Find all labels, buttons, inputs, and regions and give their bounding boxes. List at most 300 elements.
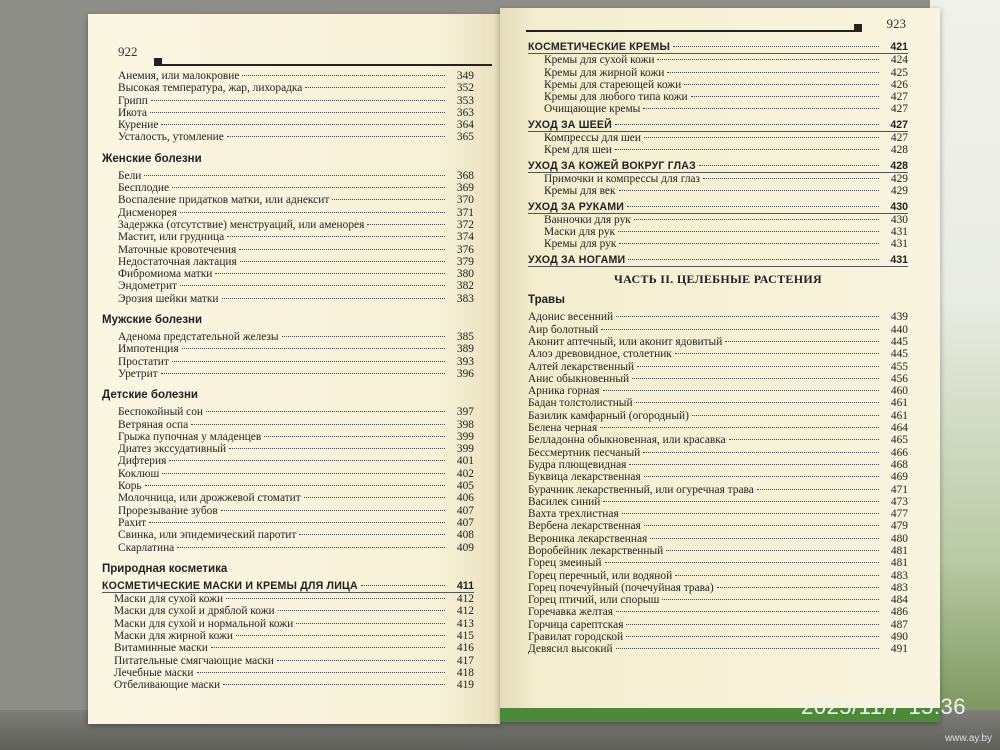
toc-entry <box>528 54 908 66</box>
dot-leader <box>600 427 879 428</box>
entry-page-number: 468 <box>890 458 908 471</box>
entry-page-number: 412 <box>456 605 474 618</box>
entry-page-number: 417 <box>456 654 474 667</box>
dot-leader <box>264 436 445 437</box>
chapter-heading-row <box>528 201 908 214</box>
toc-entry <box>102 618 474 630</box>
entry-page-number: 419 <box>456 679 474 692</box>
dot-leader <box>618 231 879 232</box>
toc-entry <box>102 280 474 292</box>
toc-entry <box>102 231 474 243</box>
dot-leader <box>673 46 879 47</box>
entry-title: Рахит <box>118 516 147 529</box>
toc-entry <box>528 336 908 348</box>
dot-leader <box>601 329 879 330</box>
dot-leader <box>177 547 445 548</box>
entry-page-number: 465 <box>890 434 908 447</box>
left-toc <box>102 70 474 691</box>
toc-entry <box>528 594 908 606</box>
entry-title: Анис обыкновенный <box>528 372 630 385</box>
entry-page-number: 412 <box>456 593 474 606</box>
toc-entry <box>528 91 908 103</box>
entry-page-number: 439 <box>890 311 908 324</box>
entry-title: Маски для сухой кожи <box>114 593 224 606</box>
entry-title: Молочница, или дрожжевой стоматит <box>118 492 301 505</box>
dot-leader <box>628 259 879 260</box>
entry-page-number: 409 <box>456 541 474 554</box>
entry-page-number: 445 <box>890 335 908 348</box>
entry-page-number: 382 <box>456 280 474 293</box>
entry-page-number: 349 <box>456 70 474 82</box>
dot-leader <box>644 525 879 526</box>
dot-leader <box>223 684 445 685</box>
toc-entry <box>102 480 474 492</box>
entry-page-number: 416 <box>456 642 474 655</box>
entry-page-number: 418 <box>456 666 474 679</box>
entry-page-number: 424 <box>890 54 908 67</box>
toc-entry <box>102 131 474 143</box>
watermark: www.ay.by <box>944 733 992 744</box>
entry-title: Кремы для любого типа кожи <box>544 91 688 104</box>
entry-title: Кремы для сухой кожи <box>544 54 655 67</box>
entry-page-number: 471 <box>890 483 908 496</box>
entry-title: Аденома предстательной железы <box>118 331 279 344</box>
toc-entry <box>102 293 474 305</box>
chapter-heading-row <box>528 160 908 173</box>
dot-leader <box>299 534 445 535</box>
toc-entry <box>528 533 908 545</box>
toc-entry <box>102 431 474 443</box>
toc-entry <box>102 194 474 206</box>
entry-title: Бели <box>118 169 142 182</box>
toc-entry <box>102 331 474 343</box>
toc-entry <box>102 529 474 541</box>
entry-page-number: 389 <box>456 343 474 356</box>
background-edge <box>930 0 1000 750</box>
dot-leader <box>161 373 445 374</box>
entry-page-number: 461 <box>890 409 908 422</box>
entry-page-number: 374 <box>456 231 474 244</box>
entry-page-number: 411 <box>456 579 474 592</box>
entry-title: Простатит <box>118 355 169 368</box>
dot-leader <box>277 660 445 661</box>
dot-leader <box>717 587 879 588</box>
dot-leader <box>162 473 445 474</box>
entry-page-number: 440 <box>890 323 908 336</box>
dot-leader <box>616 316 879 317</box>
dot-leader <box>691 96 879 97</box>
entry-page-number: 398 <box>456 418 474 431</box>
entry-title: Эндометрит <box>118 280 178 293</box>
toc-entry <box>528 385 908 397</box>
entry-page-number: 461 <box>890 397 908 410</box>
entry-page-number: 429 <box>890 185 908 198</box>
header-rule <box>526 30 862 32</box>
toc-entry <box>528 484 908 496</box>
dot-leader <box>236 635 445 636</box>
chapter-heading-row <box>528 41 908 54</box>
toc-entry <box>528 606 908 618</box>
toc-entry <box>102 468 474 480</box>
dot-leader <box>675 575 879 576</box>
entry-page-number: 393 <box>456 355 474 368</box>
header-rule <box>154 64 492 66</box>
entry-title: Горечавка желтая <box>528 606 614 619</box>
entry-page-number: 483 <box>890 581 908 594</box>
entry-page-number: 363 <box>456 106 474 119</box>
entry-title: Икота <box>118 106 147 119</box>
dot-leader <box>226 598 445 599</box>
dot-leader <box>616 611 879 612</box>
toc-entry <box>528 434 908 446</box>
toc-entry <box>102 95 474 107</box>
dot-leader <box>644 476 879 477</box>
dot-leader <box>222 298 446 299</box>
toc-entry <box>528 226 908 238</box>
toc-entry <box>528 582 908 594</box>
entry-title: Будра плющевидная <box>528 458 627 471</box>
entry-page-number: 399 <box>456 430 474 443</box>
entry-title: Алоэ древовидное, столетник <box>528 348 672 361</box>
dot-leader <box>603 390 879 391</box>
toc-entry <box>102 679 474 691</box>
toc-entry <box>102 256 474 268</box>
entry-title: Кремы для жирной кожи <box>544 66 665 79</box>
dot-leader <box>622 513 879 514</box>
entry-page-number: 481 <box>890 557 908 570</box>
toc-entry <box>528 144 908 156</box>
entry-title: Диатез экссудативный <box>118 443 227 456</box>
entry-page-number: 460 <box>890 385 908 398</box>
dot-leader <box>278 610 445 611</box>
entry-title: Буквица лекарственная <box>528 471 641 484</box>
toc-entry <box>102 356 474 368</box>
dot-leader <box>729 439 879 440</box>
entry-title: Беспокойный сон <box>118 406 204 419</box>
dot-leader <box>182 348 445 349</box>
entry-page-number: 427 <box>890 91 908 104</box>
dot-leader <box>632 378 879 379</box>
entry-page-number: 405 <box>456 480 474 493</box>
section-heading: Травы <box>528 294 565 307</box>
entry-page-number: 421 <box>890 41 908 53</box>
dot-leader <box>180 212 445 213</box>
chapter-heading-row <box>528 254 908 267</box>
entry-page-number: 445 <box>890 348 908 361</box>
toc-entry <box>102 368 474 380</box>
right-toc <box>528 38 908 656</box>
entry-title: УХОД ЗА НОГАМИ <box>528 253 626 266</box>
entry-title: Кремы для стареющей кожи <box>544 78 682 91</box>
section-heading: Детские болезни <box>102 389 198 402</box>
dot-leader <box>215 273 445 274</box>
entry-page-number: 379 <box>456 255 474 268</box>
toc-entry <box>102 517 474 529</box>
entry-title: Эрозия шейки матки <box>118 292 219 305</box>
entry-title: Задержка (отсутствие) менструаций, или аменорея <box>118 218 365 231</box>
dot-leader <box>662 599 879 600</box>
toc-entry <box>528 79 908 91</box>
toc-entry <box>102 406 474 418</box>
toc-entry <box>102 419 474 431</box>
entry-title: Маски для сухой и дряблой кожи <box>114 605 275 618</box>
section-heading: Женские болезни <box>102 152 202 165</box>
dot-leader <box>605 562 879 563</box>
toc-entry <box>528 397 908 409</box>
dot-leader <box>282 336 445 337</box>
dot-leader <box>643 108 879 109</box>
toc-entry <box>102 655 474 667</box>
dot-leader <box>305 87 445 88</box>
toc-entry <box>102 505 474 517</box>
entry-title: Алтей лекарственный <box>528 360 635 373</box>
entry-title: Горец птичий, или спорыш <box>528 594 660 607</box>
entry-title: Высокая температура, жар, лихорадка <box>118 82 303 95</box>
entry-page-number: 431 <box>890 238 908 251</box>
dot-leader <box>603 501 879 502</box>
entry-title: Базилик камфарный (огородный) <box>528 409 689 422</box>
entry-page-number: 430 <box>890 200 908 213</box>
toc-entry <box>528 570 908 582</box>
entry-title: Гравилат городской <box>528 631 624 644</box>
entry-title: Дифтерия <box>118 455 167 468</box>
toc-entry <box>528 373 908 385</box>
entry-page-number: 455 <box>890 360 908 373</box>
entry-page-number: 483 <box>890 569 908 582</box>
toc-entry <box>528 103 908 115</box>
entry-page-number: 368 <box>456 169 474 182</box>
dot-leader <box>619 190 879 191</box>
entry-title: Крем для шеи <box>544 144 612 157</box>
part-title: ЧАСТЬ II. ЦЕЛЕБНЫЕ РАСТЕНИЯ <box>614 272 822 287</box>
dot-leader <box>242 75 445 76</box>
entry-page-number: 427 <box>890 103 908 116</box>
entry-page-number: 364 <box>456 119 474 132</box>
dot-leader <box>703 178 879 179</box>
entry-title: Кремы для рук <box>544 238 617 251</box>
dot-leader <box>332 199 445 200</box>
toc-entry <box>102 268 474 280</box>
entry-page-number: 370 <box>456 194 474 207</box>
entry-title: Кремы для век <box>544 185 616 198</box>
entry-title: Недостаточная лактация <box>118 255 237 268</box>
entry-title: Горчица сарептская <box>528 618 624 631</box>
dot-leader <box>227 136 445 137</box>
toc-entry <box>528 619 908 631</box>
entry-title: Воробейник лекарственный <box>528 544 664 557</box>
entry-page-number: 399 <box>456 443 474 456</box>
dot-leader <box>239 249 445 250</box>
entry-title: Бадан толстолистный <box>528 397 633 410</box>
entry-title: Вероника лекарственная <box>528 532 648 545</box>
entry-title: Усталость, утомление <box>118 131 224 144</box>
entry-title: Ветряная оспа <box>118 418 189 431</box>
toc-entry <box>528 361 908 373</box>
entry-title: Белладонна обыкновенная, или красавка <box>528 434 726 447</box>
entry-page-number: 430 <box>890 213 908 226</box>
toc-entry <box>102 82 474 94</box>
dot-leader <box>229 448 445 449</box>
dot-leader <box>145 485 445 486</box>
dot-leader <box>180 285 445 286</box>
dot-leader <box>637 366 879 367</box>
toc-entry <box>528 459 908 471</box>
toc-entry <box>528 132 908 144</box>
toc-entry <box>102 182 474 194</box>
dot-leader <box>197 672 445 673</box>
toc-entry <box>102 244 474 256</box>
toc-entry <box>102 667 474 679</box>
entry-page-number: 426 <box>890 78 908 91</box>
entry-page-number: 473 <box>890 495 908 508</box>
dot-leader <box>684 84 879 85</box>
entry-title: Аконит аптечный, или аконит ядовитый <box>528 335 723 348</box>
dot-leader <box>626 636 879 637</box>
dot-leader <box>650 538 879 539</box>
dot-leader <box>144 175 445 176</box>
dot-leader <box>643 452 879 453</box>
toc-entry <box>528 508 908 520</box>
entry-page-number: 477 <box>890 508 908 521</box>
entry-title: Мастит, или грудница <box>118 231 225 244</box>
entry-title: Василек синий <box>528 495 601 508</box>
toc-entry <box>528 545 908 557</box>
entry-title: Примочки и компрессы для глаз <box>544 172 701 185</box>
entry-page-number: 427 <box>890 132 908 145</box>
entry-page-number: 429 <box>890 172 908 185</box>
entry-title: Маски для жирной кожи <box>114 629 234 642</box>
entry-title: Маски для сухой и нормальной кожи <box>114 617 294 630</box>
entry-title: Ванночки для рук <box>544 213 631 226</box>
photo-timestamp: 2025/11/7 15:36 <box>801 694 966 719</box>
entry-title: Фибромиома матки <box>118 268 213 281</box>
dot-leader <box>206 411 445 412</box>
section-heading: Мужские болезни <box>102 314 203 327</box>
entry-page-number: 469 <box>890 471 908 484</box>
right-page-number: 923 <box>886 16 906 31</box>
entry-title: Лечебные маски <box>114 666 194 679</box>
entry-page-number: 401 <box>456 455 474 468</box>
entry-title: Вахта трехлистная <box>528 508 619 521</box>
entry-title: Импотенция <box>118 343 179 356</box>
entry-page-number: 428 <box>890 144 908 157</box>
entry-page-number: 365 <box>456 131 474 144</box>
entry-title: Грыжа пупочная у младенцев <box>118 430 262 443</box>
entry-page-number: 376 <box>456 243 474 256</box>
dot-leader <box>240 261 445 262</box>
toc-entry <box>528 496 908 508</box>
entry-page-number: 385 <box>456 331 474 344</box>
entry-title: Уретрит <box>118 367 158 380</box>
dot-leader <box>757 489 879 490</box>
toc-entry <box>102 455 474 467</box>
dot-leader <box>615 149 879 150</box>
dot-leader <box>657 59 879 60</box>
dot-leader <box>149 522 445 523</box>
entry-page-number: 406 <box>456 492 474 505</box>
toc-entry <box>528 311 908 323</box>
entry-title: Дисменорея <box>118 206 177 219</box>
chapter-heading-row <box>528 119 908 132</box>
entry-page-number: 415 <box>456 629 474 642</box>
dot-leader <box>151 100 445 101</box>
entry-title: Курение <box>118 119 159 132</box>
toc-entry <box>102 207 474 219</box>
right-page <box>500 8 940 722</box>
entry-title: Бессмертник песчаный <box>528 446 641 459</box>
toc-entry <box>528 214 908 226</box>
toc-entry <box>528 185 908 197</box>
entry-page-number: 484 <box>890 594 908 607</box>
dot-leader <box>191 424 445 425</box>
dot-leader <box>150 112 445 113</box>
left-page <box>88 14 500 724</box>
entry-title: Корь <box>118 480 142 493</box>
toc-entry <box>102 605 474 617</box>
entry-page-number: 402 <box>456 467 474 480</box>
dot-leader <box>615 124 879 125</box>
entry-title: Горец змеиный <box>528 557 602 570</box>
toc-entry <box>528 520 908 532</box>
entry-title: Маски для рук <box>544 226 616 239</box>
dot-leader <box>616 648 879 649</box>
toc-entry <box>102 593 474 605</box>
toc-entry <box>528 447 908 459</box>
toc-entry <box>528 410 908 422</box>
entry-page-number: 372 <box>456 218 474 231</box>
entry-page-number: 480 <box>890 532 908 545</box>
dot-leader <box>296 623 445 624</box>
toc-entry <box>102 642 474 654</box>
entry-page-number: 427 <box>890 118 908 131</box>
entry-page-number: 413 <box>456 617 474 630</box>
entry-title: Воспаление придатков матки, или аднексит <box>118 194 330 207</box>
dot-leader <box>367 224 445 225</box>
dot-leader <box>172 187 445 188</box>
entry-title: Адонис весенний <box>528 311 614 324</box>
entry-title: Питательные смягчающие маски <box>114 654 274 667</box>
entry-title: Анемия, или малокровие <box>118 70 240 82</box>
entry-title: Белена черная <box>528 422 598 435</box>
dot-leader <box>636 402 879 403</box>
toc-entry <box>528 238 908 250</box>
dot-leader <box>627 206 879 207</box>
toc-entry <box>102 170 474 182</box>
entry-page-number: 490 <box>890 631 908 644</box>
toc-entry <box>528 471 908 483</box>
toc-entry <box>528 643 908 655</box>
entry-page-number: 466 <box>890 446 908 459</box>
toc-entry <box>102 107 474 119</box>
toc-entry <box>102 443 474 455</box>
entry-title: Прорезывание зубов <box>118 504 218 517</box>
entry-page-number: 396 <box>456 367 474 380</box>
dot-leader <box>644 137 879 138</box>
dot-leader <box>667 72 879 73</box>
entry-page-number: 456 <box>890 372 908 385</box>
entry-page-number: 431 <box>890 253 908 266</box>
entry-title: Маточные кровотечения <box>118 243 237 256</box>
entry-title: УХОД ЗА РУКАМИ <box>528 200 625 213</box>
entry-page-number: 369 <box>456 182 474 195</box>
entry-page-number: 491 <box>890 643 908 656</box>
dot-leader <box>629 464 879 465</box>
toc-entry <box>528 173 908 185</box>
entry-title: Аир болотный <box>528 323 599 336</box>
entry-title: Горец перечный, или водяной <box>528 569 673 582</box>
entry-page-number: 380 <box>456 268 474 281</box>
entry-page-number: 407 <box>456 504 474 517</box>
